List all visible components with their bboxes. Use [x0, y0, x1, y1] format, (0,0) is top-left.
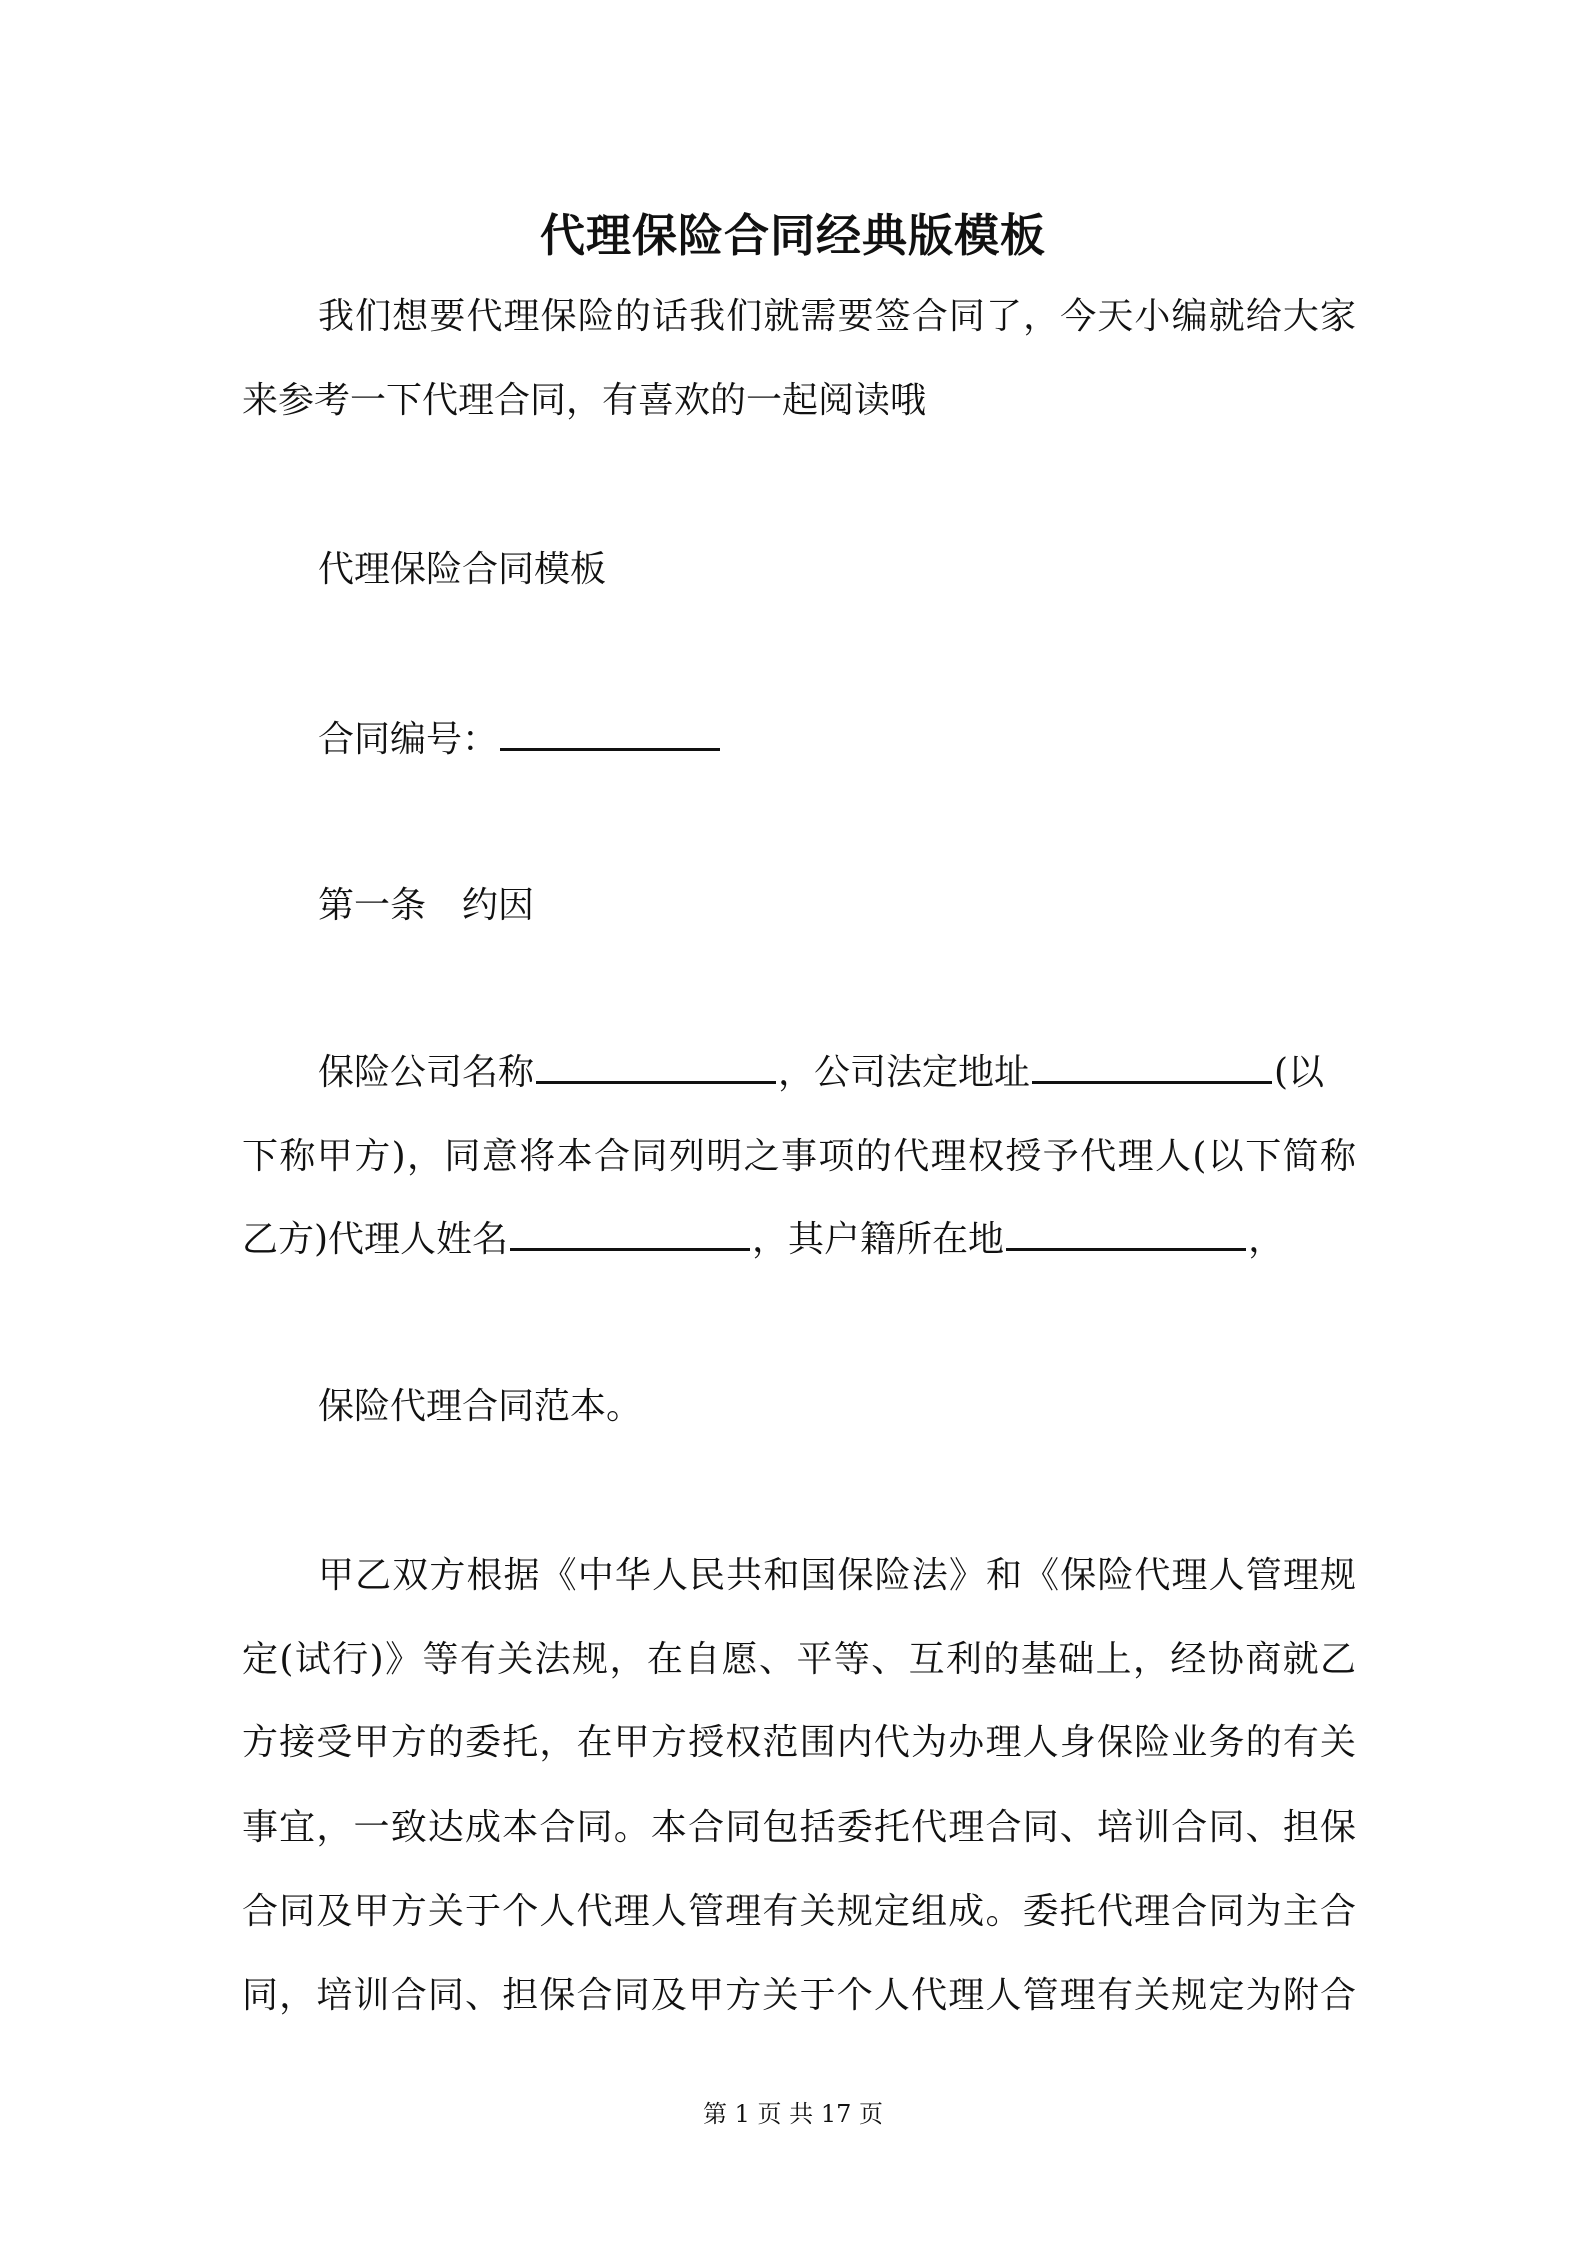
company-address-blank	[1032, 1051, 1272, 1084]
company-address-label: ，公司法定地址	[778, 1052, 1031, 1093]
current-page-number: 1	[734, 2100, 750, 2128]
body-line: 事宜，一致达成本合同。本合同包括委托代理合同、培训合同、担保	[242, 1807, 1356, 1848]
page-footer	[0, 2098, 1586, 2130]
contract-number-label: 合同编号：	[318, 719, 499, 760]
footer-prefix: 第	[702, 2100, 727, 2128]
parties-line-3	[242, 1215, 1356, 1265]
total-pages: 17	[820, 2100, 852, 2128]
parties-line-2: 下称甲方)，同意将本合同列明之事项的代理权授予代理人(以下简称	[242, 1136, 1356, 1177]
body-line: 方接受甲方的委托，在甲方授权范围内代为办理人身保险业务的有关	[242, 1722, 1356, 1763]
body-line: 同，培训合同、担保合同及甲方关于个人代理人管理有关规定为附合	[242, 1975, 1356, 2016]
sample-line: 保险代理合同范本。	[318, 1386, 643, 1427]
footer-mid: 页 共	[757, 2100, 814, 2128]
body-line: 定(试行)》等有关法规，在自愿、平等、互利的基础上，经协商就乙	[242, 1639, 1356, 1680]
contract-number-blank	[500, 718, 720, 751]
comma-text: ，	[1248, 1219, 1285, 1260]
household-label: ，其户籍所在地	[752, 1219, 1005, 1260]
agent-name-blank	[510, 1218, 750, 1251]
body-line: 甲乙双方根据《中华人民共和国保险法》和《保险代理人管理规	[318, 1555, 1356, 1596]
parties-line-1	[318, 1048, 1356, 1098]
section-subtitle: 代理保险合同模板	[318, 549, 607, 590]
footer-suffix: 页	[859, 2100, 884, 2128]
paren-text: (以	[1274, 1052, 1325, 1093]
document-title: 代理保险合同经典版模板	[539, 209, 1046, 262]
intro-line-2: 来参考一下代理合同，有喜欢的一起阅读哦	[242, 380, 927, 421]
company-name-blank	[536, 1051, 776, 1084]
household-blank	[1006, 1218, 1246, 1251]
company-name-label: 保险公司名称	[318, 1052, 535, 1093]
body-line: 合同及甲方关于个人代理人管理有关规定组成。委托代理合同为主合	[242, 1891, 1356, 1932]
intro-line-1: 我们想要代理保险的话我们就需要签合同了，今天小编就给大家	[318, 296, 1356, 337]
agent-name-label: 乙方)代理人姓名	[242, 1219, 509, 1260]
article-1-heading: 第一条 约因	[318, 885, 535, 926]
contract-number-line	[318, 715, 1356, 765]
